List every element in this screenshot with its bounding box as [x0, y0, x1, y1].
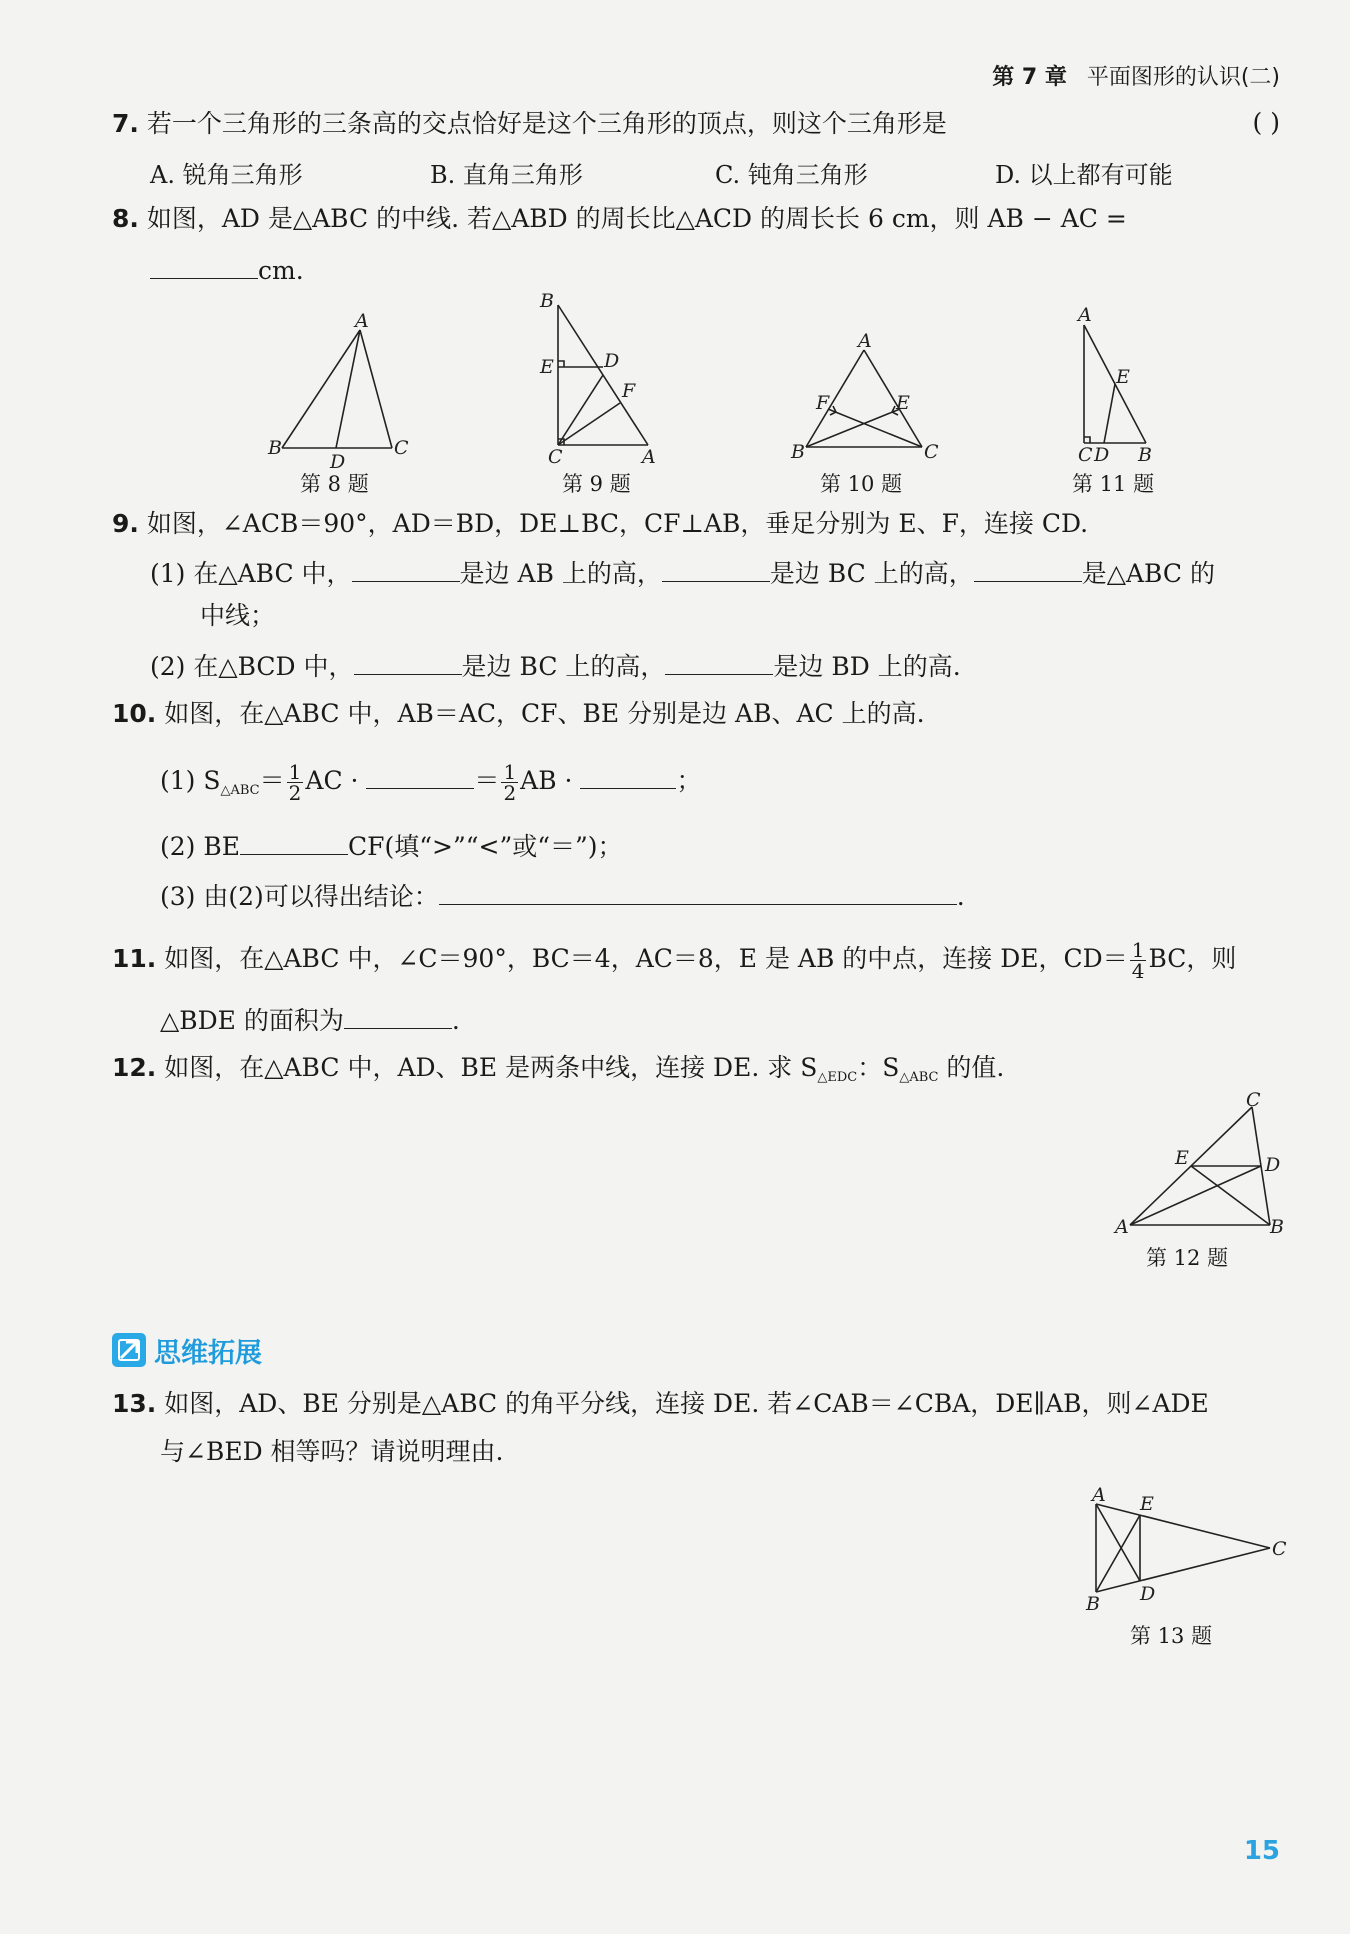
label-a: A — [858, 330, 872, 352]
question-number: 12. — [112, 1053, 157, 1082]
question-11 — [112, 940, 1236, 981]
question-stem: 的值. — [938, 1053, 1005, 1082]
fraction-half — [501, 762, 518, 803]
part-text: 是边 AB 上的高， — [459, 559, 662, 588]
question-number: 7. — [112, 109, 139, 138]
unit-text: cm. — [258, 256, 304, 285]
question-11-line2 — [160, 1002, 460, 1037]
question-stem: 如图，在△ABC 中，AB＝AC，CF、BE 分别是边 AB、AC 上的高. — [164, 699, 925, 728]
question-stem: 如图，AD 是△ABC 的中线. 若△ABD 的周长比△ACD 的周长长 6 cm，则 AB − AC = — [146, 204, 1127, 233]
fraction-half — [287, 762, 304, 803]
question-number: 10. — [112, 699, 157, 728]
part-text: . — [451, 1006, 460, 1035]
question-8-line2 — [150, 252, 304, 287]
label-c: C — [1078, 444, 1093, 466]
figure-11 — [1070, 305, 1190, 465]
figure-8-caption: 第 8 题 — [300, 472, 369, 496]
question-stem: 如图，∠ACB＝90°，AD＝BD，DE⊥BC，CF⊥AB，垂足分别为 E、F，连接 CD. — [146, 509, 1089, 538]
question-9 — [112, 508, 1088, 540]
answer-blank[interactable] — [344, 1002, 452, 1029]
answer-blank[interactable] — [665, 648, 773, 675]
numerator: 1 — [1131, 938, 1145, 962]
part-text: 是边 BD 上的高. — [773, 652, 961, 681]
question-stem: 如图，AD、BE 分别是△ABC 的角平分线，连接 DE. 若∠CAB＝∠CBA，DE∥AB，则∠ADE — [164, 1389, 1209, 1418]
ratio-sign: ：S — [857, 1053, 900, 1082]
label-e: E — [1140, 1493, 1154, 1515]
label-b: B — [268, 437, 282, 459]
part-text: 是边 BC 上的高， — [461, 652, 666, 681]
figure-9 — [530, 290, 670, 468]
label-b: B — [791, 441, 805, 463]
label-d: D — [330, 451, 346, 473]
equals-sign: ＝ — [259, 766, 285, 795]
label-b: B — [1270, 1216, 1284, 1238]
part-text: . — [956, 882, 965, 911]
option-d: D. 以上都有可能 — [995, 161, 1173, 189]
section-header — [112, 1330, 262, 1370]
figure-12-caption: 第 12 题 — [1146, 1246, 1229, 1270]
question-10-part-2 — [160, 828, 623, 863]
denominator: 2 — [503, 781, 517, 805]
label-e: E — [1175, 1147, 1189, 1169]
label-b: B — [1138, 444, 1152, 466]
part-text: ； — [676, 766, 702, 795]
figure-8 — [260, 310, 430, 473]
label-f: F — [816, 392, 830, 414]
label-a: A — [1078, 304, 1092, 326]
label-a: A — [1115, 1216, 1129, 1238]
label-d: D — [1140, 1583, 1156, 1605]
question-number: 13. — [112, 1389, 157, 1418]
question-10-part-3 — [160, 878, 965, 913]
label-d: D — [1265, 1154, 1281, 1176]
label-c: C — [548, 446, 563, 468]
option-a: A. 锐角三角形 — [150, 161, 303, 189]
label-c: C — [394, 437, 409, 459]
answer-blank[interactable] — [974, 555, 1082, 582]
expand-thinking-icon — [112, 1333, 146, 1367]
part-text: (1) 在△ABC 中， — [150, 559, 352, 588]
label-e: E — [1116, 366, 1130, 388]
answer-blank[interactable] — [354, 648, 462, 675]
option-b: B. 直角三角形 — [430, 161, 583, 189]
label-a: A — [1092, 1484, 1106, 1506]
part-text: (1) S — [160, 766, 221, 795]
page-number: 15 — [1243, 1836, 1280, 1866]
part-text: △BDE 的面积为 — [160, 1006, 344, 1035]
figure-11-caption: 第 11 题 — [1072, 472, 1155, 496]
answer-blank[interactable] — [662, 555, 770, 582]
question-7 — [112, 108, 947, 140]
answer-blank[interactable] — [439, 878, 957, 905]
part-text: 是△ABC 的 — [1081, 559, 1215, 588]
figure-10 — [786, 325, 946, 465]
part-text: (2) BE — [160, 832, 240, 861]
part-text: CF(填“>”“<”或“＝”)； — [347, 832, 623, 861]
question-number: 9. — [112, 509, 139, 538]
numerator: 1 — [503, 760, 517, 784]
question-9-part-2 — [150, 648, 961, 683]
subscript: △ABC — [220, 783, 260, 798]
chapter-header — [992, 60, 1280, 91]
label-b: B — [1086, 1593, 1100, 1615]
answer-parentheses: ( ) — [1252, 108, 1280, 137]
subscript: △ABC — [899, 1070, 939, 1085]
question-13 — [112, 1388, 1209, 1420]
figure-9-caption: 第 9 题 — [562, 472, 631, 496]
label-e: E — [896, 392, 910, 414]
label-f: F — [622, 380, 636, 402]
label-a: A — [642, 446, 656, 468]
figure-10-caption: 第 10 题 — [820, 472, 903, 496]
label-c: C — [1246, 1089, 1261, 1111]
question-stem: 若一个三角形的三条高的交点恰好是这个三角形的顶点，则这个三角形是 — [146, 109, 947, 138]
question-stem: 如图，在△ABC 中，AD、BE 是两条中线，连接 DE. 求 S — [164, 1053, 818, 1082]
label-d: D — [604, 350, 620, 372]
question-9-part-1-cont: 中线； — [200, 601, 276, 630]
part-text: (2) 在△BCD 中， — [150, 652, 354, 681]
question-10-part-1 — [160, 762, 701, 807]
question-stem: BC，则 — [1148, 944, 1237, 973]
numerator: 1 — [288, 760, 302, 784]
label-c: C — [1272, 1538, 1287, 1560]
label-a: A — [355, 310, 369, 332]
question-10 — [112, 698, 925, 730]
denominator: 2 — [288, 781, 302, 805]
option-c: C. 钝角三角形 — [715, 161, 868, 189]
label-e: E — [540, 356, 554, 378]
question-12 — [112, 1052, 1004, 1094]
label-c: C — [924, 441, 939, 463]
answer-blank[interactable] — [580, 762, 676, 789]
label-b: B — [540, 290, 554, 312]
answer-blank[interactable] — [366, 762, 474, 789]
answer-blank[interactable] — [240, 828, 348, 855]
figure-13 — [1080, 1482, 1290, 1615]
fraction-quarter — [1130, 940, 1147, 981]
question-13-line2: 与∠BED 相等吗？请说明理由. — [160, 1437, 504, 1466]
equals-sign: ＝ — [474, 766, 500, 795]
chapter-title: 平面图形的认识(二) — [1086, 65, 1280, 90]
figure-13-caption: 第 13 题 — [1130, 1624, 1213, 1648]
figure-12 — [1110, 1089, 1285, 1238]
question-stem: 如图，在△ABC 中，∠C＝90°，BC＝4，AC＝8，E 是 AB 的中点，连接 DE，CD＝ — [164, 944, 1128, 973]
part-text: AB · — [520, 766, 573, 795]
chapter-number: 第 7 章 — [992, 65, 1067, 90]
question-number: 11. — [112, 944, 157, 973]
part-text: 是边 BC 上的高， — [769, 559, 974, 588]
subscript: △EDC — [817, 1070, 858, 1085]
section-title: 思维拓展 — [154, 1337, 262, 1369]
question-9-part-1 — [150, 555, 1215, 590]
answer-blank[interactable] — [352, 555, 460, 582]
denominator: 4 — [1131, 959, 1145, 983]
question-8 — [112, 203, 1127, 235]
answer-blank[interactable] — [150, 252, 258, 279]
label-d: D — [1094, 444, 1110, 466]
part-text: (3) 由(2)可以得出结论： — [160, 882, 439, 911]
part-text: AC · — [305, 766, 359, 795]
question-number: 8. — [112, 204, 139, 233]
